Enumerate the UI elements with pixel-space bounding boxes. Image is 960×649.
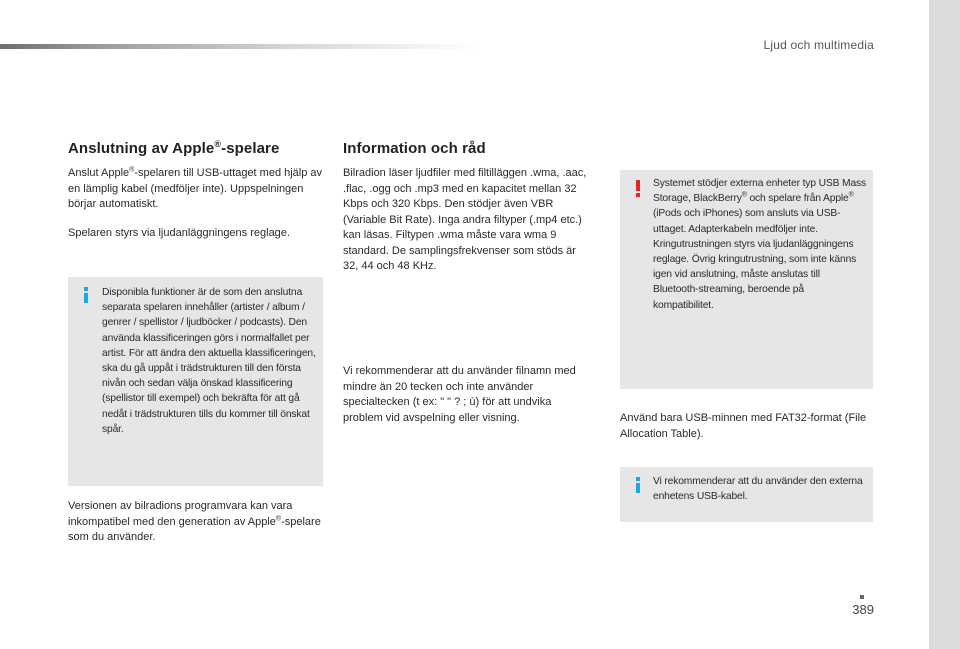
warning-icon xyxy=(636,180,640,197)
page-edge-band xyxy=(929,0,960,649)
header-rule xyxy=(0,44,480,49)
usb-warning-box xyxy=(620,170,873,389)
usb-cable-info-text: Vi rekommenderar att du använder den externa enhetens USB-kabel. xyxy=(653,476,863,503)
usb-warning-text: Systemet stödjer externa enheter typ USB Mass Storage, BlackBerry® och spelare från Apple® (iPods och iPhones) som ansluts via USB-uttaget. Adapterkabeln medföljer inte. Kringutrustningen styrs via ljudanläggningens reglage. Övrig kringutrustning, som inte känns igen vid anslutning, måste anslutas till Bluetooth-streaming, beroende på kompatibilitet. xyxy=(653,178,867,311)
fat32-paragraph: Använd bara USB-minnen med FAT32-format (File Allocation Table). xyxy=(620,412,867,440)
page-number: 389 xyxy=(852,602,874,617)
apple-info-box xyxy=(68,277,323,486)
apple-info-text: Disponibla funktioner är de som den anslutna separata spelaren innehåller (artister / album / genrer / spellistor / ljudböcker / podcasts). Den använda klassificeringen görs i normalfallet per artist. För att ändra den aktuella klassificeringen, ska du gå uppåt i trädstrukturen till den första nivån och sedan välja önskad klassificering (spellistor till exempel) och bekräfta för att gå nedåt i trädstrukturen tills du kommer till önskat spår. xyxy=(102,287,316,435)
usb-cable-info-box xyxy=(620,467,873,522)
info-icon xyxy=(636,477,640,493)
apple-control-paragraph: Spelaren styrs via ljudanläggningens reglage. xyxy=(68,227,290,239)
section-title: Ljud och multimedia xyxy=(763,38,874,52)
apple-version-paragraph: Versionen av bilradions programvara kan vara inkompatibel med den generation av Apple®-spelare som du använder. xyxy=(68,500,321,543)
apple-connect-paragraph: Anslut Apple®-spelaren till USB-uttaget med hjälp av en lämplig kabel (medföljer inte). Uppspelningen börjar automatiskt. xyxy=(68,166,323,210)
audio-formats-paragraph: Bilradion läser ljudfiler med filtilläggen .wma, .aac, .flac, .ogg och .mp3 med en kapacitet mellan 32 Kbps och 320 Kbps. Den stödjer även VBR (Variable Bit Rate). Inga andra filtyper (.mp4 etc.) kan läsas. Filtypen .wma måste vara wma 9 standard. De samplingsfrekvenser som stöds är 32, 44 och 48 KHz. xyxy=(343,167,587,272)
apple-section-title: Anslutning av Apple®-spelare xyxy=(68,139,280,157)
info-icon xyxy=(84,287,88,303)
page-marker-icon xyxy=(860,595,864,599)
filename-advice-paragraph: Vi rekommenderar att du använder filnamn med mindre än 20 tecken och inte använder specialtecken (t ex: " " ? ; ù) för att undvika problem vid avspelning eller visning. xyxy=(343,365,576,424)
info-section-title: Information och råd xyxy=(343,140,486,157)
